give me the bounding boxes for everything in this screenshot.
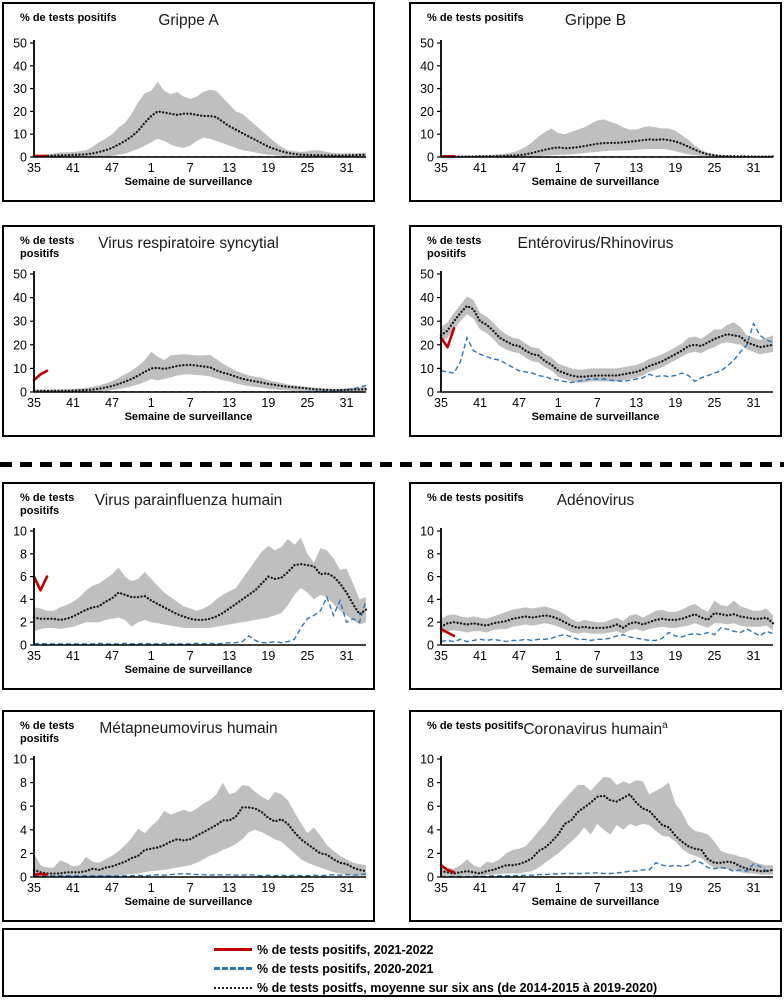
y-axis-label: % de tests positifs [20, 12, 117, 24]
legend-line-sample-dotted-black [214, 987, 252, 989]
svg-text:7: 7 [186, 161, 194, 175]
charts-row-4 [0, 710, 784, 922]
y-axis-label: % de tests positifs [20, 720, 75, 745]
svg-text:41: 41 [66, 881, 81, 895]
svg-text:0: 0 [427, 638, 434, 653]
chart-title: Métapneumovirus humain [99, 720, 278, 737]
svg-text:30: 30 [13, 314, 27, 329]
svg-text:47: 47 [512, 649, 527, 663]
svg-text:31: 31 [339, 396, 354, 410]
svg-text:47: 47 [512, 881, 527, 895]
svg-text:50: 50 [13, 267, 27, 282]
svg-text:0: 0 [427, 150, 434, 165]
svg-text:47: 47 [105, 161, 120, 175]
svg-text:30: 30 [420, 314, 434, 329]
svg-text:10: 10 [420, 361, 434, 376]
svg-text:31: 31 [746, 396, 761, 410]
chart-plot-grippe-b [411, 36, 780, 176]
svg-text:20: 20 [420, 104, 434, 119]
svg-text:25: 25 [707, 161, 722, 175]
svg-text:2: 2 [427, 615, 434, 630]
y-axis-label: % de tests positifs [427, 12, 524, 24]
svg-text:4: 4 [427, 823, 434, 838]
svg-text:25: 25 [300, 396, 315, 410]
svg-text:47: 47 [105, 396, 120, 410]
legend-items [214, 940, 780, 997]
svg-text:41: 41 [473, 881, 488, 895]
svg-text:1: 1 [554, 161, 562, 175]
svg-text:31: 31 [339, 161, 354, 175]
svg-text:1: 1 [554, 881, 562, 895]
charts-row-3 [0, 482, 784, 690]
svg-text:41: 41 [473, 396, 488, 410]
svg-text:25: 25 [707, 396, 722, 410]
svg-text:35: 35 [434, 649, 448, 663]
svg-text:35: 35 [27, 881, 41, 895]
svg-text:7: 7 [593, 396, 601, 410]
svg-text:30: 30 [420, 82, 434, 97]
svg-text:10: 10 [420, 524, 434, 539]
svg-text:1: 1 [554, 396, 562, 410]
svg-text:10: 10 [13, 524, 27, 539]
chart-title: Adénovirus [556, 492, 635, 509]
chart-plot-parainfluenza [4, 524, 373, 664]
svg-text:4: 4 [427, 592, 434, 607]
svg-text:13: 13 [222, 396, 237, 410]
x-axis-label: Semaine de surveillance [531, 411, 660, 423]
svg-text:40: 40 [420, 291, 434, 306]
svg-text:10: 10 [13, 752, 27, 767]
svg-text:40: 40 [420, 59, 434, 74]
svg-text:50: 50 [420, 267, 434, 282]
svg-text:0: 0 [20, 638, 27, 653]
svg-text:41: 41 [66, 649, 81, 663]
svg-text:19: 19 [668, 881, 683, 895]
svg-text:1: 1 [554, 649, 562, 663]
svg-text:6: 6 [20, 570, 27, 585]
svg-text:50: 50 [13, 36, 27, 51]
legend-label: % de tests positifs, 2021-2022 [257, 942, 434, 957]
svg-text:19: 19 [261, 161, 276, 175]
legend-box [2, 928, 782, 997]
svg-text:13: 13 [629, 881, 644, 895]
svg-text:10: 10 [420, 752, 434, 767]
chart-panel-coronavirus [409, 710, 782, 922]
legend-label: % de tests positfs, moyenne sur six ans (de 2014-2015 à 2019-2020) [257, 980, 658, 995]
chart-title: Virus parainfluenza humain [94, 492, 283, 509]
x-axis-label: Semaine de surveillance [124, 664, 253, 676]
svg-text:35: 35 [27, 161, 41, 175]
svg-text:25: 25 [707, 881, 722, 895]
y-axis-label: % de tests positifs [427, 492, 524, 504]
x-axis-label: Semaine de surveillance [531, 896, 660, 908]
svg-text:35: 35 [27, 649, 41, 663]
svg-text:31: 31 [339, 881, 354, 895]
svg-text:31: 31 [746, 649, 761, 663]
svg-text:2: 2 [427, 846, 434, 861]
svg-text:6: 6 [427, 799, 434, 814]
svg-text:19: 19 [668, 161, 683, 175]
chart-plot-metapneumovirus [4, 752, 373, 896]
legend-label: % de tests positifs, 2020-2021 [257, 961, 434, 976]
svg-text:19: 19 [668, 649, 683, 663]
y-axis-label: % de tests positifs [427, 235, 482, 260]
svg-text:10: 10 [13, 361, 27, 376]
chart-title: Virus respiratoire syncytial [98, 235, 279, 252]
svg-text:10: 10 [420, 127, 434, 142]
svg-text:41: 41 [66, 396, 81, 410]
svg-text:0: 0 [427, 385, 434, 400]
svg-text:20: 20 [420, 338, 434, 353]
svg-text:1: 1 [147, 396, 155, 410]
charts-row-1 [0, 2, 784, 202]
legend-line-sample-dashed-blue [214, 967, 252, 970]
svg-text:47: 47 [105, 881, 120, 895]
svg-text:31: 31 [746, 161, 761, 175]
svg-text:7: 7 [593, 881, 601, 895]
svg-text:20: 20 [13, 104, 27, 119]
section-divider [0, 462, 784, 467]
svg-text:1: 1 [147, 649, 155, 663]
svg-text:20: 20 [13, 338, 27, 353]
chart-panel-adenovirus [409, 482, 782, 690]
svg-text:19: 19 [261, 649, 276, 663]
legend-item-six-year-mean [214, 978, 780, 997]
svg-text:25: 25 [300, 649, 315, 663]
svg-text:30: 30 [13, 82, 27, 97]
legend-item-2021-2022 [214, 940, 780, 959]
svg-text:31: 31 [746, 881, 761, 895]
svg-text:41: 41 [473, 649, 488, 663]
svg-text:2: 2 [20, 615, 27, 630]
chart-plot-adenovirus [411, 524, 780, 664]
svg-text:7: 7 [186, 649, 194, 663]
svg-text:50: 50 [420, 36, 434, 51]
x-axis-label: Semaine de surveillance [124, 411, 253, 423]
y-axis-label: % de tests positifs [20, 492, 75, 517]
svg-text:13: 13 [629, 161, 644, 175]
svg-text:8: 8 [427, 547, 434, 562]
svg-text:8: 8 [20, 776, 27, 791]
svg-text:0: 0 [20, 870, 27, 885]
svg-text:47: 47 [105, 649, 120, 663]
chart-title: Grippe B [564, 12, 627, 29]
chart-panel-grippe-b [409, 2, 782, 202]
svg-text:4: 4 [20, 592, 27, 607]
svg-text:35: 35 [434, 881, 448, 895]
svg-text:4: 4 [20, 823, 27, 838]
chart-panel-metapneumovirus [2, 710, 375, 922]
chart-title: Grippe A [158, 12, 219, 29]
svg-text:13: 13 [222, 649, 237, 663]
chart-panel-grippe-a [2, 2, 375, 202]
x-axis-label: Semaine de surveillance [124, 896, 253, 908]
chart-title: Coronavirus humain$^a$ [523, 720, 668, 739]
svg-text:41: 41 [66, 161, 81, 175]
svg-text:13: 13 [222, 881, 237, 895]
chart-plot-vrs [4, 267, 373, 411]
svg-text:47: 47 [512, 161, 527, 175]
svg-text:19: 19 [261, 881, 276, 895]
svg-text:6: 6 [427, 570, 434, 585]
svg-text:7: 7 [593, 161, 601, 175]
chart-title: Entérovirus/Rhinovirus [517, 235, 674, 252]
svg-text:41: 41 [473, 161, 488, 175]
svg-text:0: 0 [20, 150, 27, 165]
svg-text:35: 35 [434, 396, 448, 410]
y-axis-label: % de tests positifs [20, 235, 75, 260]
chart-panel-vrs [2, 225, 375, 437]
svg-text:13: 13 [222, 161, 237, 175]
svg-text:7: 7 [593, 649, 601, 663]
svg-text:2: 2 [20, 846, 27, 861]
x-axis-label: Semaine de surveillance [531, 176, 660, 188]
svg-text:6: 6 [20, 799, 27, 814]
chart-plot-coronavirus [411, 752, 780, 896]
chart-plot-enterovirus-rhinovirus [411, 267, 780, 411]
svg-text:19: 19 [261, 396, 276, 410]
svg-text:35: 35 [27, 396, 41, 410]
svg-text:1: 1 [147, 881, 155, 895]
svg-text:8: 8 [20, 547, 27, 562]
svg-text:40: 40 [13, 59, 27, 74]
svg-text:13: 13 [629, 396, 644, 410]
svg-text:35: 35 [434, 161, 448, 175]
svg-text:13: 13 [629, 649, 644, 663]
svg-text:19: 19 [668, 396, 683, 410]
svg-text:31: 31 [339, 649, 354, 663]
y-axis-label: % de tests positifs [427, 720, 524, 732]
svg-text:0: 0 [427, 870, 434, 885]
svg-text:7: 7 [186, 881, 194, 895]
svg-text:40: 40 [13, 291, 27, 306]
svg-text:25: 25 [300, 881, 315, 895]
svg-text:25: 25 [300, 161, 315, 175]
chart-plot-grippe-a [4, 36, 373, 176]
svg-text:25: 25 [707, 649, 722, 663]
x-axis-label: Semaine de surveillance [531, 664, 660, 676]
svg-text:10: 10 [13, 127, 27, 142]
svg-text:7: 7 [186, 396, 194, 410]
legend-item-2020-2021 [214, 959, 780, 978]
svg-text:0: 0 [20, 385, 27, 400]
chart-panel-enterovirus-rhinovirus [409, 225, 782, 437]
legend-line-sample-solid-red [214, 948, 252, 951]
svg-text:8: 8 [427, 776, 434, 791]
chart-panel-parainfluenza [2, 482, 375, 690]
svg-text:1: 1 [147, 161, 155, 175]
charts-row-2 [0, 225, 784, 437]
x-axis-label: Semaine de surveillance [124, 176, 253, 188]
svg-text:47: 47 [512, 396, 527, 410]
